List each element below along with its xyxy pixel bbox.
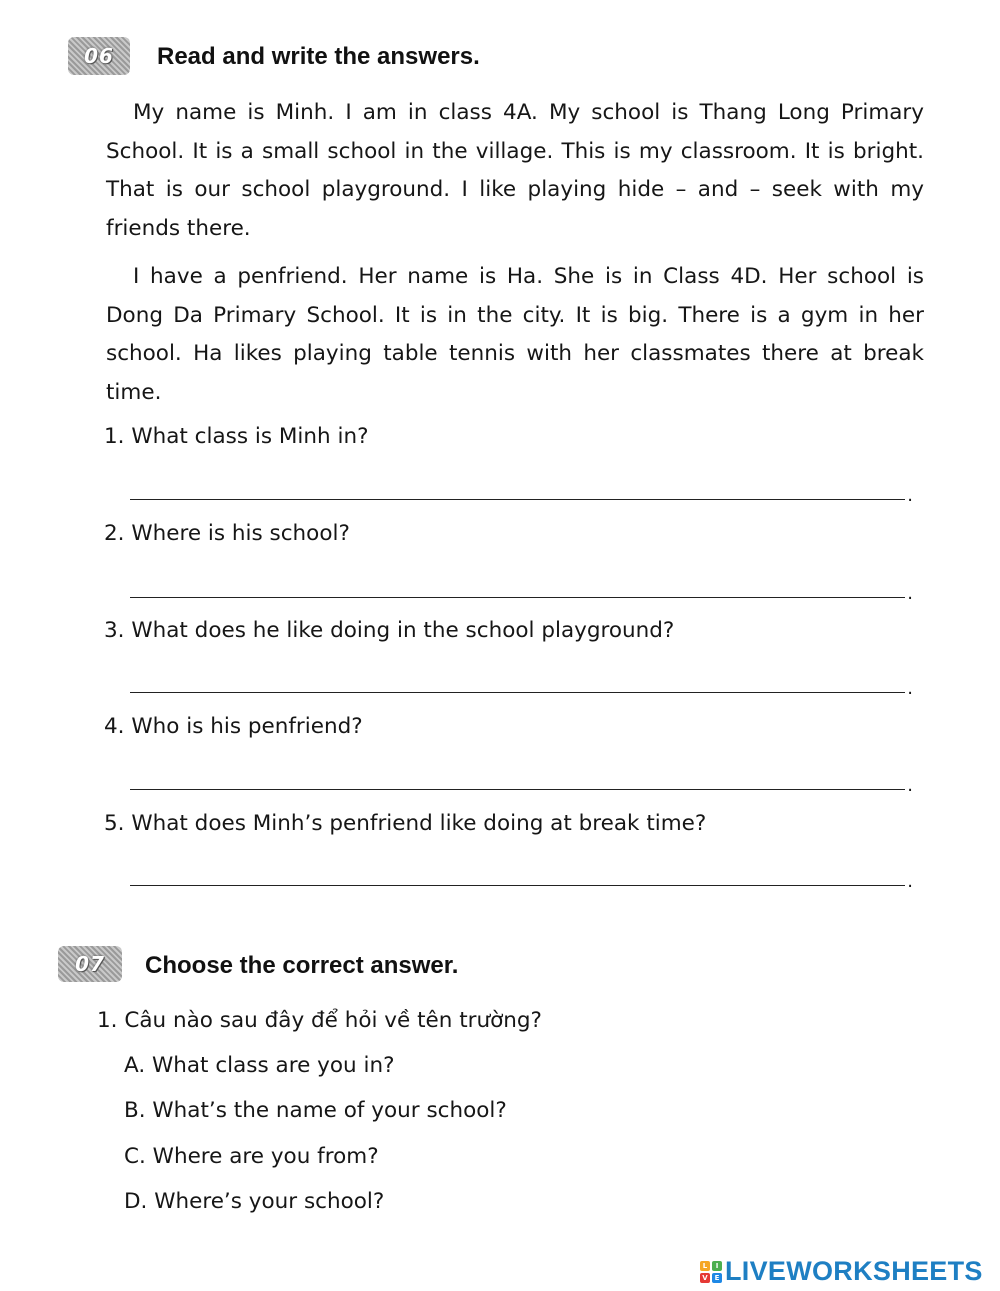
passage-paragraph: I have a penfriend. Her name is Ha. She is in Class 4D. Her school is Dong Da Primary School. It is in the city. It is big. There is a gym in her school. Ha likes playing table tennis with her classmates there at break time. — [106, 264, 924, 405]
section-number: 07 — [75, 952, 105, 976]
logo-tile: I — [712, 1261, 722, 1271]
question-5: 5. What does Minh’s penfriend like doing at break time? — [104, 811, 707, 836]
section-title: Read and write the answers. — [157, 43, 480, 70]
option-a[interactable]: A. What class are you in? — [124, 1053, 395, 1078]
passage-paragraph: My name is Minh. I am in class 4A. My school is Thang Long Primary School. It is a small school in the village. This is my classroom. It is bright. That is our school playground. I like playing hide – and – seek with my friends there. — [106, 100, 924, 241]
answer-field-4[interactable] — [130, 789, 905, 790]
logo-tile: V — [700, 1273, 710, 1283]
answer-field-1[interactable] — [130, 499, 905, 500]
logo-tile: L — [700, 1261, 710, 1271]
section-number-badge — [58, 946, 122, 982]
section-number-badge — [68, 37, 130, 75]
option-c[interactable]: C. Where are you from? — [124, 1144, 379, 1169]
question-1: 1. What class is Minh in? — [104, 424, 369, 449]
answer-field-5[interactable] — [130, 885, 905, 886]
option-d[interactable]: D. Where’s your school? — [124, 1189, 385, 1214]
question-3: 3. What does he like doing in the school playground? — [104, 618, 675, 643]
option-b[interactable]: B. What’s the name of your school? — [124, 1098, 507, 1123]
liveworksheets-logo — [700, 1256, 983, 1287]
answer-field-3[interactable] — [130, 692, 905, 693]
question-2: 2. Where is his school? — [104, 521, 350, 546]
brand-name: LIVEWORKSHEETS — [725, 1256, 983, 1286]
section-title: Choose the correct answer. — [145, 952, 459, 979]
mc-question-1: 1. Câu nào sau đây để hỏi về tên trường? — [97, 1008, 542, 1033]
logo-tile: E — [712, 1273, 722, 1283]
liveworksheets-icon — [700, 1261, 722, 1283]
answer-field-2[interactable] — [130, 597, 905, 598]
section-number: 06 — [84, 44, 114, 68]
question-4: 4. Who is his penfriend? — [104, 714, 363, 739]
